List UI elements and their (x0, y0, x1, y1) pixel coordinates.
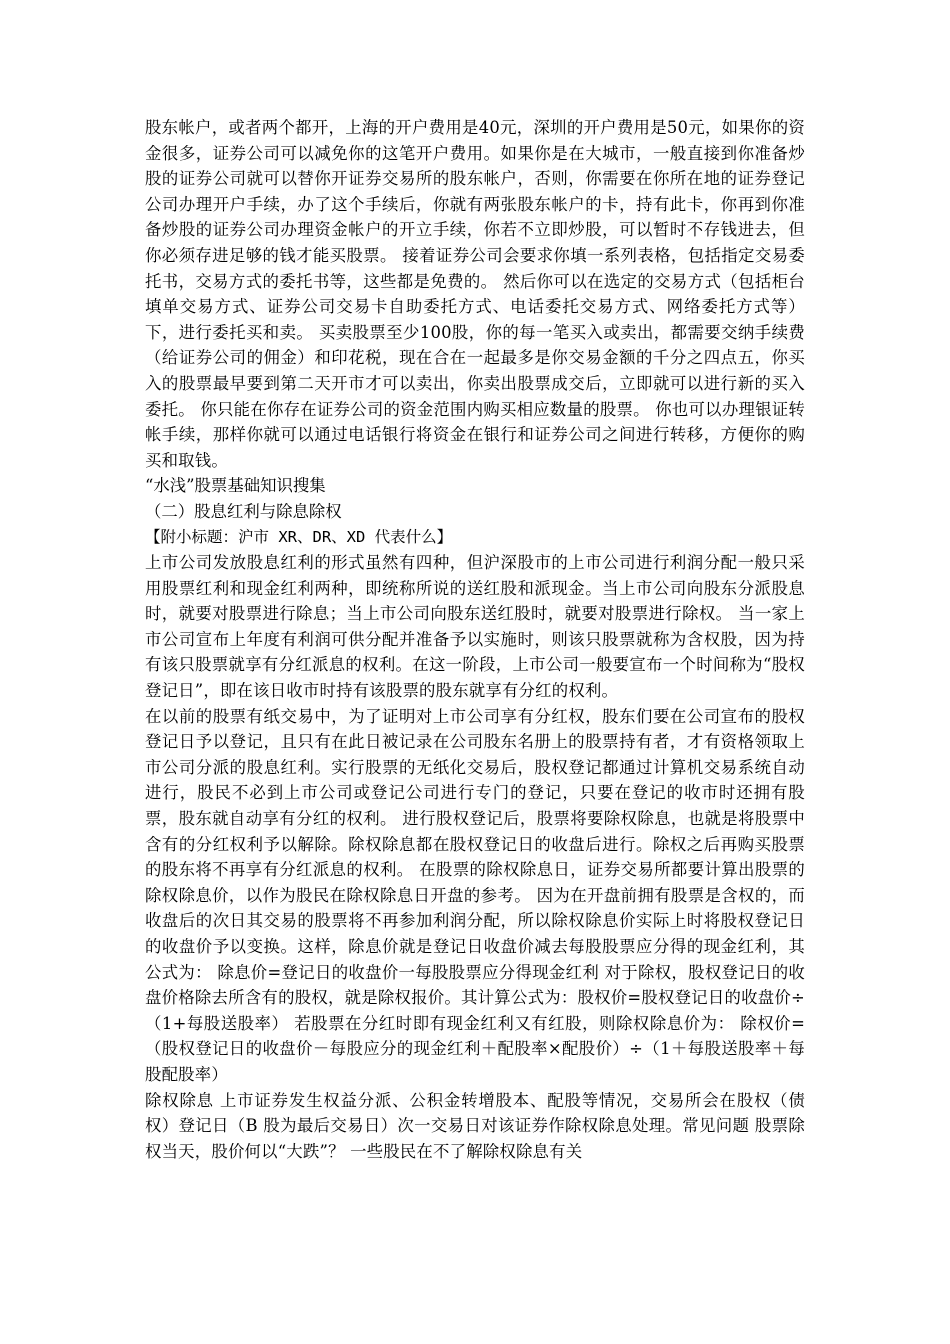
section-subheading: （二）股息红利与除息除权 (145, 501, 342, 521)
body-paragraph-1: 上市公司发放股息红利的形式虽然有四种，但沪深股市的上市公司进行利润分配一般只采用股票红利和现金红利两种，即统称所说的送红股和派现金。当上市公司向股东分派股息时，就要对股票进行除息；当上市公司向股东送红股时，就要对股票进行除权。 当一家上市公司宣布上年度有利润可供分配并准备予以实施时，则该只股票就称为含权股，因为持有该只股票就享有分红派息的权利。在这一阶段，上市公司一般要宣布一个时间称为“股权登记日”，即在该日收市时持有该股票的股东就享有分红的权利。 (145, 553, 805, 701)
section-heading: “水浅”股票基础知识搜集 (145, 476, 326, 496)
body-paragraph-3: 除权除息 上市证券发生权益分派、公积金转增股本、配股等情况，交易所会在股权（债权）登记日（B 股为最后交易日）次一交易日对该证券作除权除息处理。常见问题 股票除权当天，股价何以“大跌”？ 一些股民在不了解除权除息有关 (145, 1090, 805, 1161)
intro-paragraph: 股东帐户，或者两个都开，上海的开户费用是40元，深圳的开户费用是50元，如果你的资金很多，证券公司可以减免你的这笔开户费用。如果你是在大城市，一般直接到你准备炒股的证券公司就可以替你开证券交易所的股东帐户，否则，你需要在你所在地的证券登记公司办理开户手续，办了这个手续后，你就有两张股东帐户的卡，持有此卡，你再到你准备炒股的证券公司办理资金帐户的开立手续，你若不立即炒股，可以暂时不存钱进去，但你必须存进足够的钱才能买股票。 接着证券公司会要求你填一系列表格，包括指定交易委托书，交易方式的委托书等，这些都是免费的。 然后你可以在选定的交易方式（包括柜台填单交易方式、证券公司交易卡自助委托方式、电话委托交易方式、网络委托方式等）下，进行委托买和卖。 买卖股票至少100股，你的每一笔买入或卖出，都需要交纳手续费（给证券公司的佣金）和印花税，现在合在一起最多是你交易金额的千分之四点五，你买入的股票最早要到第二天开市才可以卖出，你卖出股票成交后，立即就可以进行新的买入委托。 你只能在你存在证券公司的资金范围内购买相应数量的股票。 你也可以办理银证转帐手续，那样你就可以通过电话银行将资金在银行和证券公司之间进行转移，方便你的购买和取钱。 (145, 118, 805, 470)
body-paragraph-2: 在以前的股票有纸交易中，为了证明对上市公司享有分红权，股东们要在公司宣布的股权登记日予以登记，且只有在此日被记录在公司股东名册上的股票持有者，才有资格领取上市公司分派的股息红利。实行股票的无纸化交易后，股权登记都通过计算机交易系统自动进行，股民不必到上市公司或登记公司进行专门的登记，只要在登记的收市时还拥有股票，股东就自动享有分红的权利。 进行股权登记后，股票将要除权除息，也就是将股票中含有的分红权利予以解除。除权除息都在股权登记日的收盘后进行。除权之后再购买股票的股东将不再享有分红派息的权利。 在股票的除权除息日，证券交易所都要计算出股票的除权除息价，以作为股民在除权除息日开盘的参考。 因为在开盘前拥有股票是含权的，而收盘后的次日其交易的股票将不再参加利润分配，所以除权除息价实际上时将股权登记日的收盘价予以变换。这样，除息价就是登记日收盘价减去每股股票应分得的现金红利，其公式为： 除息价=登记日的收盘价一每股股票应分得现金红利 对于除权，股权登记日的收盘价格除去所含有的股权，就是除权报价。其计算公式为：股权价=股权登记日的收盘价÷（1+每股送股率） 若股票在分红时即有现金红利又有红股，则除权除息价为： 除权价=（股权登记日的收盘价－每股应分的现金红利＋配股率×配股价）÷（1＋每股送股率＋每股配股率） (145, 706, 805, 1084)
subtitle-note: 【附小标题：沪市 XR、DR、XD 代表什么】 (145, 527, 453, 546)
document-content (145, 115, 805, 1164)
